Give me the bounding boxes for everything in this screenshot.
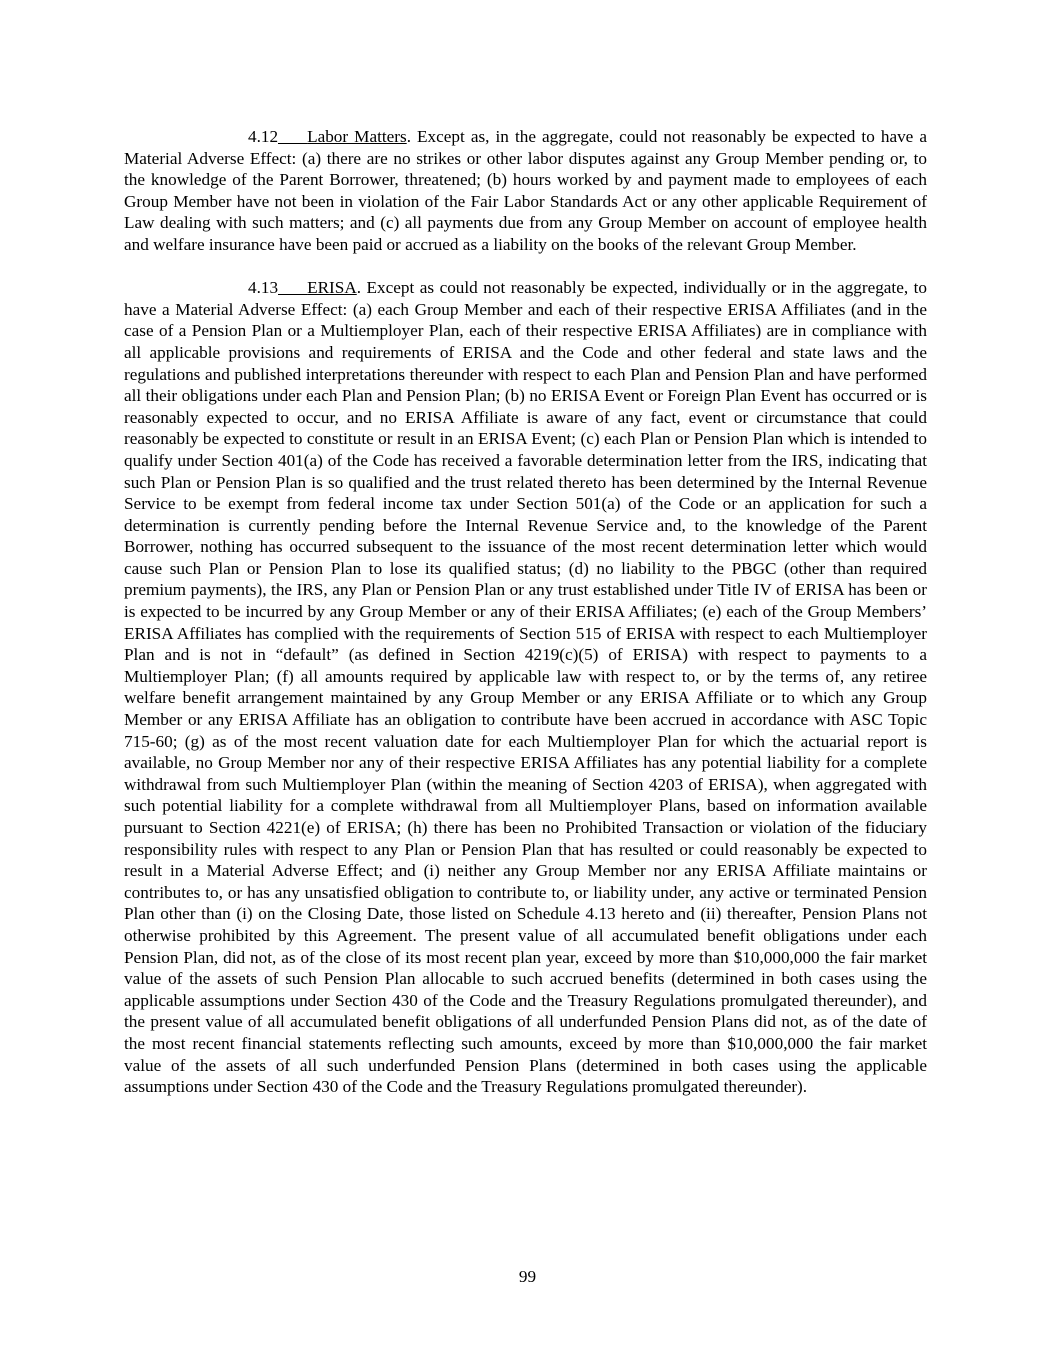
document-page <box>124 126 927 1098</box>
section-number: 4.12 <box>248 127 279 146</box>
section-body: . Except as could not reasonably be expected, individually or in the aggregate, to have a Material Adverse Effect: (a) each Group Member and each of their respective ERISA Affiliates (and in the case of a Pension Plan or a Multiemployer Plan, each of their respective ERISA Affiliates) are in compliance with all applicable provisions and requirements of ERISA and the Code and other federal and state laws and the regulations and published interpretations thereunder with respect to each Plan and Pension Plan and have performed all their obligations under each Plan and Pension Plan; (b) no ERISA Event or Foreign Plan Event has occurred or is reasonably expected to occur, and no ERISA Affiliate is aware of any fact, event or circumstance that could reasonably be expected to constitute or result in an ERISA Event; (c) each Plan or Pension Plan which is intended to qualify under Section 401(a) of the Code has received a favorable determination letter from the IRS, indicating that such Plan or Pension Plan is so qualified and the trust related thereto has been determined by the Internal Revenue Service to be exempt from federal income tax under Section 501(a) of the Code or an application for such a determination is currently pending before the Internal Revenue Service and, to the knowledge of the Parent Borrower, nothing has occurred subsequent to the issuance of the most recent determination letter which would cause such Plan or Pension Plan to lose its qualified status; (d) no liability to the PBGC (other than required premium payments), the IRS, any Plan or Pension Plan or any trust established under Title IV of ERISA has been or is expected to be incurred by any Group Member or any of their ERISA Affiliates; (e) each of the Group Members’ ERISA Affiliates has complied with the requirements of Section 515 of ERISA with respect to each Multiemployer Plan and is not in “default” (as defined in Section 4219(c)(5) of ERISA) with respect to payments to a Multiemployer Plan; (f) all amounts required by applicable law with respect to, or by the terms of, any retiree welfare benefit arrangement maintained by any Group Member or any ERISA Affiliate or to which any Group Member or any ERISA Affiliate has an obligation to contribute have been accrued in accordance with ASC Topic 715-60; (g) as of the most recent valuation date for each Multiemployer Plan for which the actuarial report is available, no Group Member nor any of their respective ERISA Affiliates has any potential liability for a complete withdrawal from such Multiemployer Plan (within the meaning of Section 4203 of ERISA), when aggregated with such potential liability for a complete withdrawal from all Multiemployer Plans, based on information available pursuant to Section 4221(e) of ERISA; (h) there has been no Prohibited Transaction or violation of the fiduciary responsibility rules with respect to any Plan or Pension Plan that has resulted or could reasonably be expected to result in a Material Adverse Effect; and (i) neither any Group Member nor any ERISA Affiliate maintains or contributes to, or has any unsatisfied obligation to contribute to, or liability under, any active or terminated Pension Plan other than (i) on the Closing Date, those listed on Schedule 4.13 hereto and (ii) thereafter, Pension Plans not otherwise prohibited by this Agreement. The present value of all accumulated benefit obligations under each Pension Plan, did not, as of the close of its most recent plan year, exceed by more than $10,000,000 the fair market value of the assets of such Pension Plan allocable to such accrued benefits (determined in both cases using the applicable assumptions under Section 430 of the Code and the Treasury Regulations promulgated thereunder), and the present value of all accumulated benefit obligations of all underfunded Pension Plans did not, as of the date of the most recent financial statements reflecting such amounts, exceed by more than $10,000,000 the fair market value of the assets of all such underfunded Pension Plans (determined in both cases using the applicable assumptions under Section 430 of the Code and the Treasury Regulations promulgated thereunder). <box>124 278 927 1097</box>
section-body: . Except as, in the aggregate, could not reasonably be expected to have a Material Adverse Effect: (a) there are no strikes or other labor disputes against any Group Member pending or, to the knowledge of the Parent Borrower, threatened; (b) hours worked by and payment made to employees of each Group Member have not been in violation of the Fair Labor Standards Act or any other applicable Requirement of Law dealing with such matters; and (c) all payments due from any Group Member on account of employee health and welfare insurance have been paid or accrued as a liability on the books of the relevant Group Member. <box>124 127 927 254</box>
section-4-12-paragraph <box>124 126 927 256</box>
section-tab-underline <box>278 129 307 144</box>
section-4-13-paragraph <box>124 277 927 1098</box>
section-tab-underline <box>278 280 307 295</box>
page-number: 99 <box>518 1267 537 1286</box>
section-title: Labor Matters <box>307 127 407 146</box>
section-number: 4.13 <box>248 278 279 298</box>
section-title: ERISA <box>307 278 357 298</box>
